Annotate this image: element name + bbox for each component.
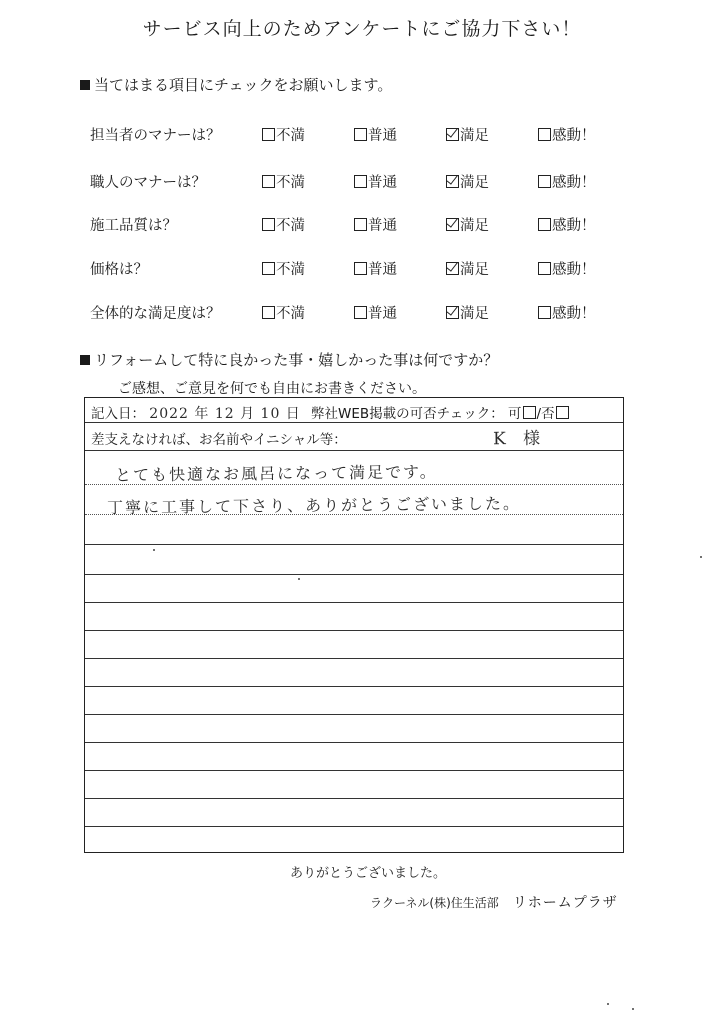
checked-checkbox-icon [446,128,459,141]
writing-line [85,574,623,575]
writing-line [85,658,623,659]
question-row [0,124,724,146]
checked-checkbox-icon [446,306,459,319]
checkbox-icon [538,306,551,319]
web-check-label: 弊社WEB掲載の可否チェック： [311,406,504,422]
option-label: 感動！ [552,306,596,322]
name-value[interactable]: K 様 [492,428,547,450]
writing-line [85,742,623,743]
question-label: 担当者のマナーは？ [90,128,221,144]
comment-sheet [84,397,624,853]
comment-line[interactable]: 丁寧に工事して下さり、ありがとうございました。 [106,493,522,518]
writing-line [85,602,623,603]
checked-checkbox-icon [446,175,459,188]
option-label: 満足 [460,218,489,234]
option-checkbox-checked[interactable] [446,124,489,145]
checkbox-icon [354,175,367,188]
section-heading-text: リフォームして特に良かった事・嬉しかった事は何ですか？ [94,351,499,369]
option-label: 普通 [368,218,397,234]
writing-line [85,826,623,827]
option-label: 普通 [368,175,397,191]
option-checkbox-checked[interactable] [446,171,489,192]
option-checkbox[interactable] [262,302,305,323]
option-label: 満足 [460,175,489,191]
option-label: 不満 [276,262,305,278]
checked-checkbox-icon [446,218,459,231]
checkbox-icon [354,218,367,231]
checkbox-icon [262,262,275,275]
option-label: 感動！ [552,218,596,234]
writing-line [85,798,623,799]
scan-speck [607,1003,609,1005]
writing-line [85,514,623,515]
writing-line [85,686,623,687]
web-ng-label: 否 [541,406,555,422]
option-checkbox[interactable] [354,214,397,235]
date-field[interactable] [91,402,301,423]
option-checkbox[interactable] [262,124,305,145]
question-row [0,302,724,324]
web-ok-checkbox[interactable] [523,406,536,419]
comment-line[interactable]: とても快適なお風呂になって満足です。 [114,462,438,485]
brand-name: リホームプラザ [512,895,618,911]
web-ok-label: 可 [508,406,522,422]
checkbox-icon [538,218,551,231]
writing-line [85,714,623,715]
checkbox-icon [538,175,551,188]
option-checkbox-checked[interactable] [446,258,489,279]
checkbox-icon [354,262,367,275]
option-checkbox[interactable] [538,258,596,279]
checkbox-icon [354,306,367,319]
instruction-note: ご感想、ご意見を何でも自由にお書きください。 [118,381,426,397]
survey-title: サービス向上のためアンケートにご協力下さい！ [142,18,582,40]
divider [85,450,623,451]
option-checkbox[interactable] [538,302,596,323]
option-label: 満足 [460,306,489,322]
date-label: 記入日： [91,406,145,422]
option-checkbox[interactable] [354,124,397,145]
question-row [0,258,724,280]
web-permission-check: 弊社WEB掲載の可否チェック： 可 /否 [311,402,570,422]
option-label: 満足 [460,262,489,278]
scan-speck [298,578,300,580]
checkbox-icon [262,175,275,188]
company-signature [370,892,618,912]
square-bullet-icon [80,80,90,90]
option-checkbox-checked[interactable] [446,302,489,323]
scan-speck [153,549,155,551]
option-checkbox[interactable] [354,302,397,323]
checkbox-icon [538,262,551,275]
option-checkbox[interactable] [354,171,397,192]
option-label: 不満 [276,128,305,144]
writing-line [85,484,623,485]
option-checkbox[interactable] [262,171,305,192]
section-heading-comments [80,349,498,370]
option-label: 感動！ [552,175,596,191]
option-checkbox[interactable] [262,258,305,279]
option-checkbox-checked[interactable] [446,214,489,235]
option-label: 普通 [368,306,397,322]
square-bullet-icon [80,355,90,365]
section-heading-text: 当てはまる項目にチェックをお願いします。 [94,76,393,94]
company-name: ラクーネル(株)住生活部 [370,896,499,910]
option-checkbox[interactable] [538,171,596,192]
writing-line [85,544,623,545]
writing-line [85,770,623,771]
checkbox-icon [354,128,367,141]
option-label: 感動！ [552,128,596,144]
checkbox-icon [262,306,275,319]
scan-speck [700,556,702,558]
option-label: 満足 [460,128,489,144]
name-field-label: 差支えなければ、お名前やイニシャル等： [91,432,347,448]
question-row [0,171,724,193]
scan-speck [632,1008,634,1010]
thanks-text: ありがとうございました。 [290,866,447,881]
option-label: 不満 [276,175,305,191]
checkbox-icon [262,128,275,141]
option-label: 不満 [276,218,305,234]
checked-checkbox-icon [446,262,459,275]
option-label: 普通 [368,262,397,278]
section-heading-checklist [80,74,392,95]
date-value: 2022 年 12 月 10 日 [149,406,301,422]
checkbox-icon [262,218,275,231]
option-checkbox[interactable] [538,214,596,235]
checkbox-icon [538,128,551,141]
option-label: 普通 [368,128,397,144]
option-checkbox[interactable] [538,124,596,145]
question-label: 全体的な満足度は？ [90,306,221,322]
question-label: 職人のマナーは？ [90,175,206,191]
question-label: 価格は？ [90,262,148,278]
option-label: 感動！ [552,262,596,278]
question-row [0,214,724,236]
question-label: 施工品質は？ [90,218,177,234]
web-ng-checkbox[interactable] [556,406,569,419]
option-checkbox[interactable] [354,258,397,279]
writing-line [85,630,623,631]
option-label: 不満 [276,306,305,322]
option-checkbox[interactable] [262,214,305,235]
